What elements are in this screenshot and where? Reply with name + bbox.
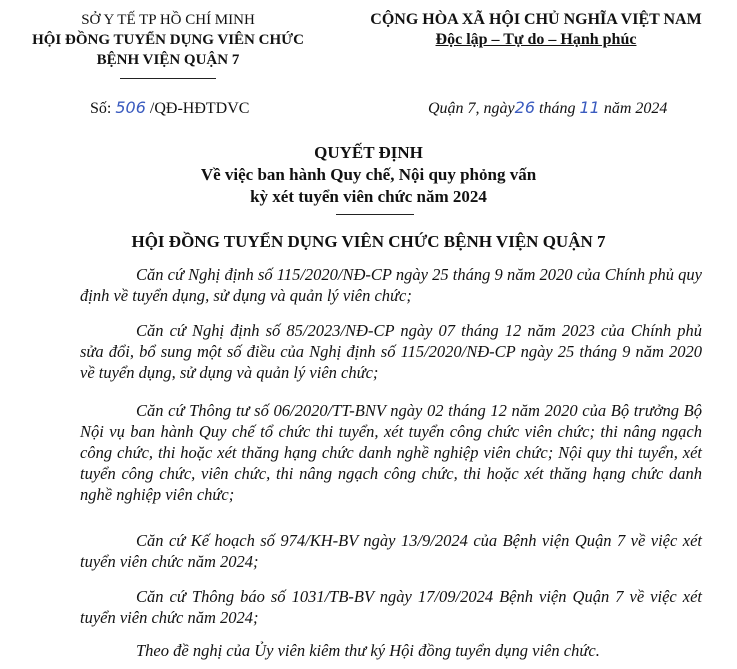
legal-basis-paragraph: Căn cứ Thông báo số 1031/TB-BV ngày 17/09/2024 Bệnh viện Quận 7 về việc xét tuyển viên chức năm 2024; — [80, 587, 702, 627]
national-motto-block — [340, 10, 732, 50]
proposal-paragraph: Theo đề nghị của Ủy viên kiêm thư ký Hội đồng tuyển dụng viên chức. — [136, 641, 600, 660]
place-and-date — [428, 98, 667, 118]
authority-underline — [120, 78, 216, 79]
issuing-authority-block — [0, 10, 336, 70]
council-name: HỘI ĐỒNG TUYỂN DỤNG VIÊN CHỨC — [32, 32, 304, 48]
legal-basis-paragraph: Căn cứ Nghị định số 85/2023/NĐ-CP ngày 07 tháng 12 năm 2023 của Chính phủ sửa đổi, bổ sung một số điều của Nghị định số 115/2020/NĐ-CP ngày 25 tháng 9 năm 2020 về tuyển dụng, sử dụng và quản lý viên chức; — [80, 321, 702, 382]
decision-subject-line1: Về việc ban hành Quy chế, Nội quy phỏng vấn — [200, 165, 537, 184]
handwritten-day: 26 — [514, 98, 536, 117]
decision-title: QUYẾT ĐỊNH — [314, 143, 423, 162]
handwritten-month: 11 — [579, 98, 600, 117]
number-suffix: /QĐ-HĐTDVC — [149, 100, 250, 117]
handwritten-number: 506 — [115, 98, 146, 117]
country-name: CỘNG HÒA XÃ HỘI CHỦ NGHĨA VIỆT NAM — [370, 11, 702, 28]
department-name: SỞ Y TẾ TP HỒ CHÍ MINH — [81, 12, 255, 28]
title-divider — [336, 214, 414, 215]
council-heading: HỘI ĐỒNG TUYỂN DỤNG VIÊN CHỨC BỆNH VIỆN QUẬN 7 — [131, 232, 606, 251]
number-label: Số: — [90, 100, 112, 117]
year-text: năm 2024 — [603, 100, 668, 117]
legal-basis-paragraph: Căn cứ Nghị định số 115/2020/NĐ-CP ngày 25 tháng 9 năm 2020 của Chính phủ quy định về tuyển dụng, sử dụng và quản lý viên chức; — [80, 265, 702, 305]
motto: Độc lập – Tự do – Hạnh phúc — [435, 31, 637, 48]
hospital-name: BỆNH VIỆN QUẬN 7 — [96, 52, 240, 68]
legal-basis-paragraph: Căn cứ Kế hoạch số 974/KH-BV ngày 13/9/2024 của Bệnh viện Quận 7 về việc xét tuyển viên chức năm 2024; — [80, 531, 702, 571]
decision-subject-line2: kỳ xét tuyển viên chức năm 2024 — [250, 187, 487, 206]
legal-basis-paragraph: Căn cứ Thông tư số 06/2020/TT-BNV ngày 02 tháng 12 năm 2020 của Bộ trưởng Bộ Nội vụ ban hành Quy chế tổ chức thi tuyển, xét tuyển công chức viên chức; thi nâng ngạch công chức, thi hoặc xét thăng hạng chức danh nghề nghiệp viên chức; Nội quy thi tuyển, xét tuyển công chức, viên chức, thi nâng ngạch công chức, thi hoặc xét thăng hạng chức danh nghề nghiệp viên chức; — [80, 401, 702, 504]
document-number — [90, 98, 249, 118]
month-label: tháng — [539, 100, 576, 117]
date-prefix: Quận 7, ngày — [428, 100, 515, 117]
